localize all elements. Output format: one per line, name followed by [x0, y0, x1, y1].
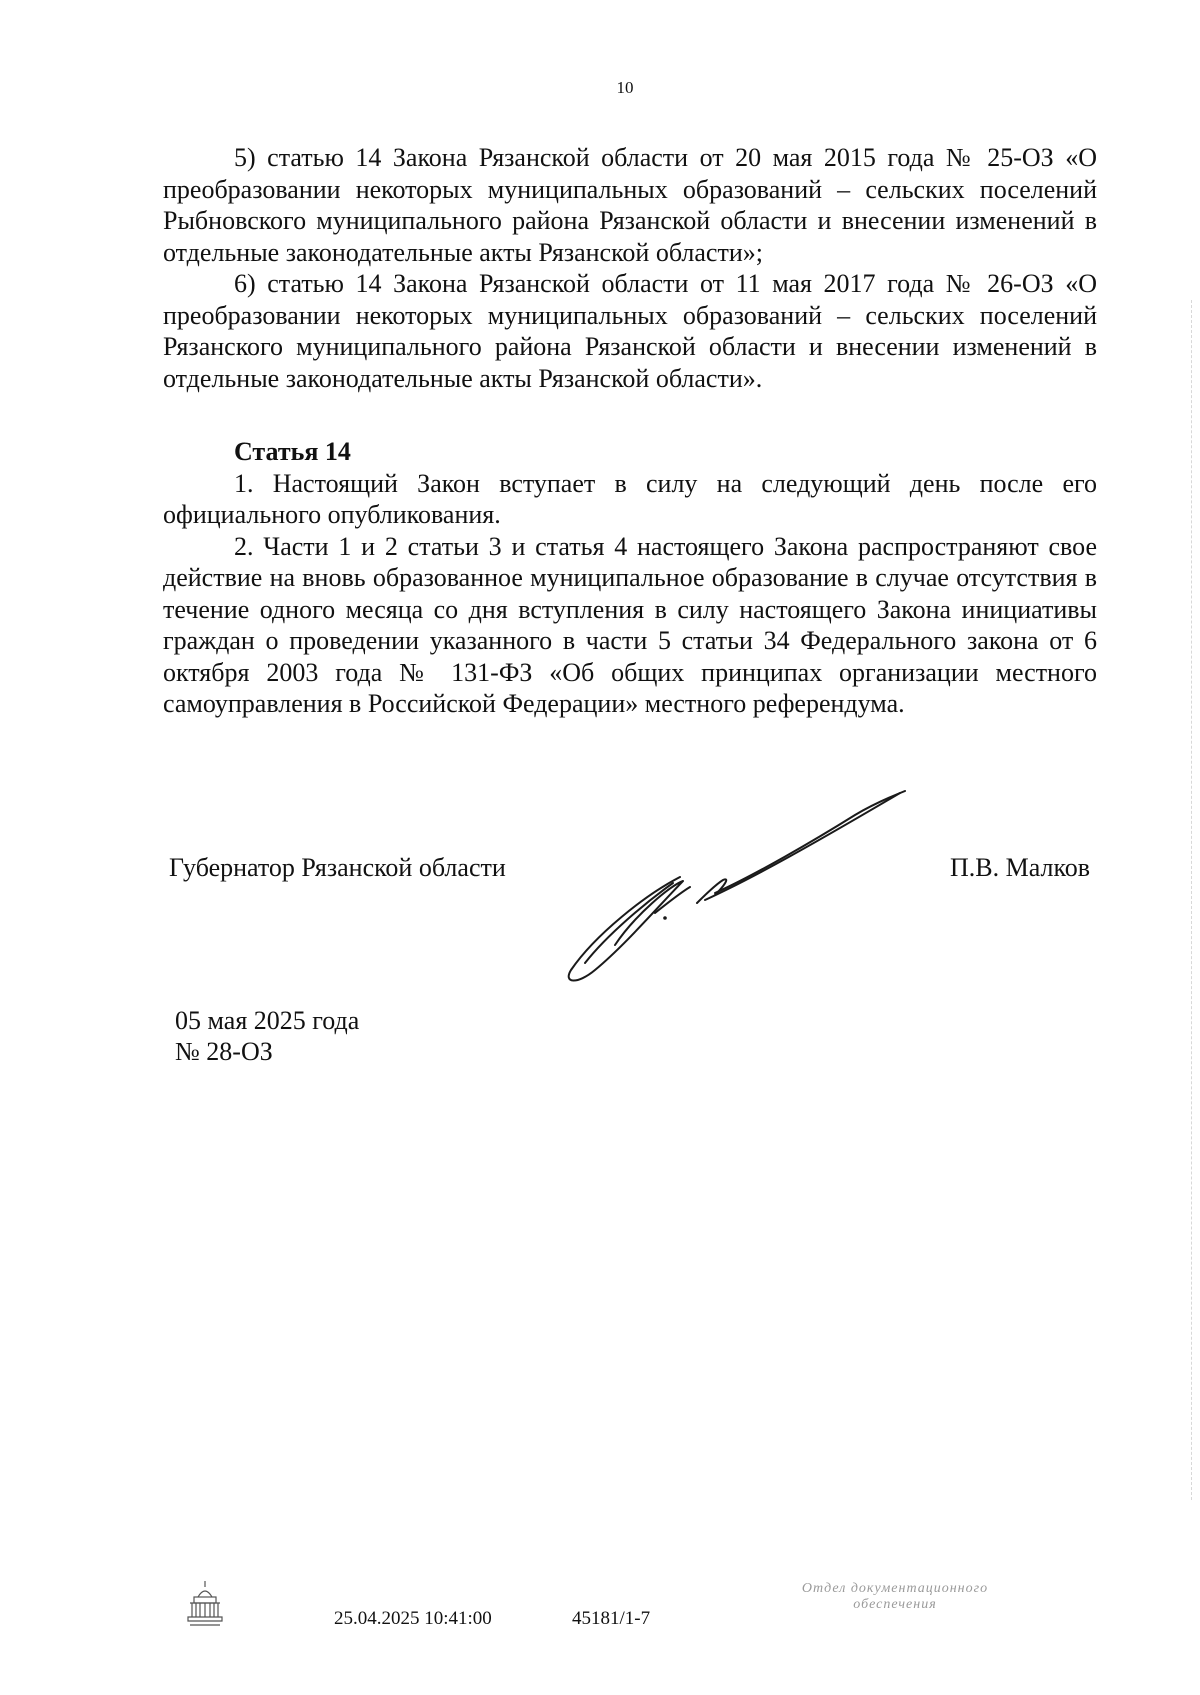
law-date-block: [175, 1005, 359, 1067]
document-timestamp: 25.04.2025 10:41:00: [334, 1608, 492, 1629]
department-stamp-line: обеспечения: [853, 1597, 937, 1612]
department-stamp-line: Отдел документационного: [801, 1581, 989, 1596]
article-block: [163, 436, 1097, 720]
scan-margin-artifact: [1190, 300, 1192, 1500]
signatory-role: Губернатор Рязанской области: [169, 853, 506, 882]
signatory-name: П.В. Малков: [950, 853, 1091, 882]
department-stamp: [735, 1581, 1055, 1613]
amendment-paragraph: 5) статью 14 Закона Рязанской области от 20 мая 2015 года № 25-ОЗ «О преобразовании некоторых муниципальных образований – сельских поселений Рыбновского муниципального района Рязанской области и внесении изменений в отдельные законодательные акты Рязанской области»;: [163, 143, 1097, 267]
registration-number: 45181/1-7: [572, 1608, 651, 1629]
law-date: 05 мая 2025 года: [175, 1006, 360, 1035]
law-number: № 28-ОЗ: [175, 1037, 273, 1066]
article-paragraph: 1. Настоящий Закон вступает в силу на следующий день после его официального опубликования.: [163, 468, 1097, 529]
amendments-block: [163, 142, 1097, 394]
duma-building-logo: [184, 1577, 226, 1631]
handwritten-signature: [555, 785, 915, 985]
article-paragraph: 2. Части 1 и 2 статьи 3 и статья 4 настоящего Закона распространяют свое действие на вновь образованное муниципальное образование в случае отсутствия в течение одного месяца со дня вступления в силу настоящего Закона инициативы граждан о проведении указанного в части 5 статьи 34 Федерального закона от 6 октября 2003 года № 131-ФЗ «Об общих принципах организации местного самоуправления в Российской Федерации» местного референдума.: [163, 531, 1097, 718]
article-heading: Статья 14: [234, 437, 351, 466]
page-number: 10: [616, 78, 634, 97]
amendment-paragraph: 6) статью 14 Закона Рязанской области от 11 мая 2017 года № 26-ОЗ «О преобразовании некоторых муниципальных образований – сельских поселений Рязанского муниципального района Рязанской области и внесении изменений в отдельные законодательные акты Рязанской области».: [163, 269, 1097, 393]
